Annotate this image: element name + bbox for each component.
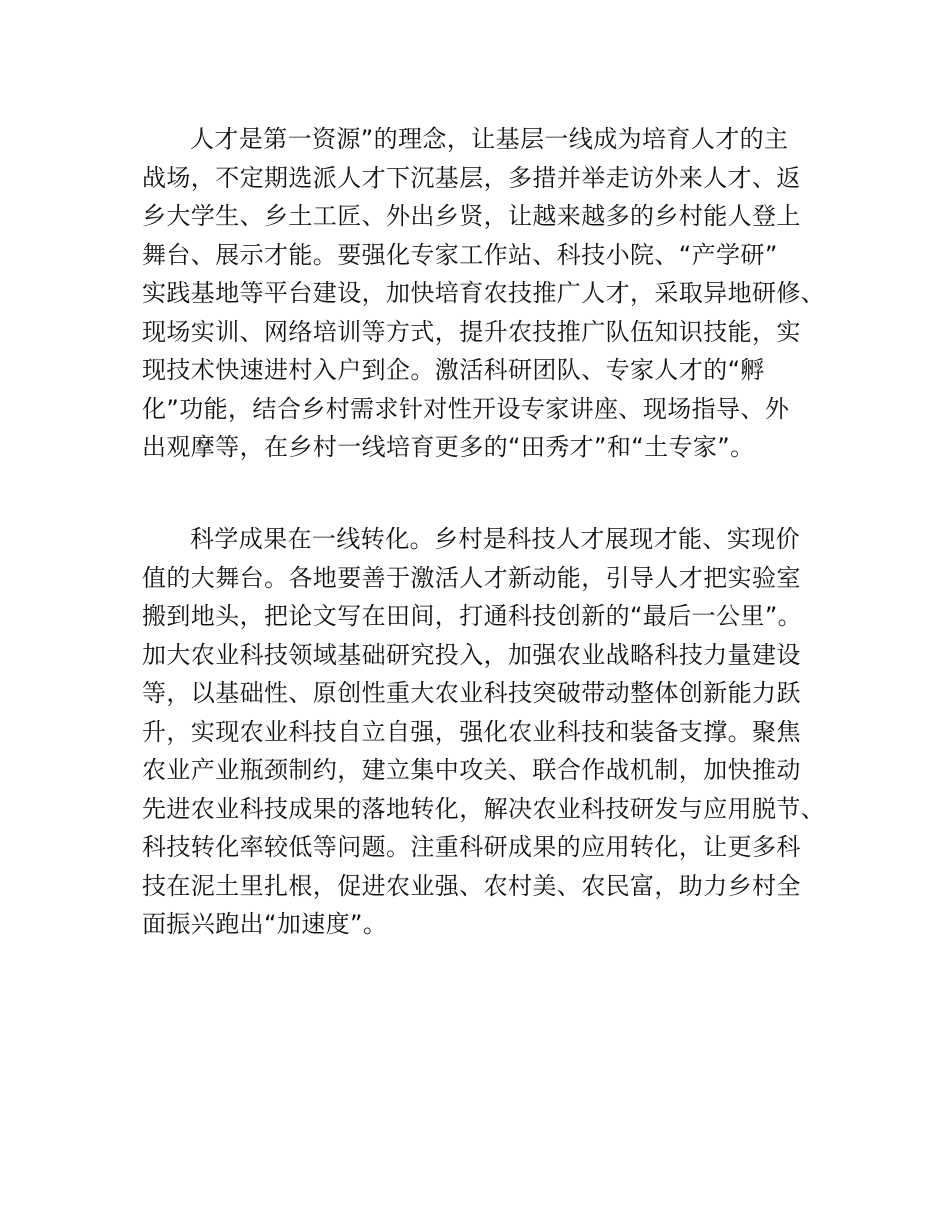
text-line: 乡大学生、乡土工匠、外出乡贤，让越来越多的乡村能人登上 <box>142 202 801 230</box>
text-line: 化”功能，结合乡村需求针对性开设专家讲座、现场指导、外 <box>142 394 790 423</box>
text-line: 实践基地等平台建设，加快培育农技推广人才，采取异地研修、 <box>142 279 826 307</box>
text-line: 战场，不定期选派人才下沉基层，多措并举走访外来人才、返 <box>142 163 801 192</box>
text-line: 值的大舞台。各地要善于激活人才新动能，引导人才把实验室 <box>142 563 801 592</box>
text-line: 出观摩等，在乡村一线培育更多的“田秀才”和“土专家”。 <box>142 433 755 461</box>
text-line: 升，实现农业科技自立自强，强化农业科技和装备支撑。聚焦 <box>142 717 801 746</box>
paragraph-tech-transformation <box>142 520 826 944</box>
text-line: 舞台、展示才能。要强化专家工作站、科技小院、“产学研” <box>142 240 778 269</box>
text-line: 加大农业科技领域基础研究投入，加强农业战略科技力量建设 <box>142 640 801 669</box>
text-line: 技在泥土里扎根，促进农业强、农村美、农民富，助力乡村全 <box>142 871 801 900</box>
text-line: 人才是第一资源”的理念，让基层一线成为培育人才的主 <box>190 125 789 153</box>
paragraph-talent-cultivation <box>142 120 826 467</box>
text-line: 农业产业瓶颈制约，建立集中攻关、联合作战机制，加快推动 <box>142 756 801 784</box>
text-line: 现技术快速进村入户到企。激活科研团队、专家人才的“孵 <box>142 356 765 384</box>
text-line: 先进农业科技成果的落地转化，解决农业科技研发与应用脱节、 <box>142 794 826 823</box>
text-line: 面振兴跑出“加速度”。 <box>142 910 388 938</box>
text-line: 现场实训、网络培训等方式，提升农技推广队伍知识技能，实 <box>142 317 801 346</box>
text-line: 等，以基础性、原创性重大农业科技突破带动整体创新能力跃 <box>142 679 801 707</box>
text-line: 搬到地头，把论文写在田间，打通科技创新的“最后一公里”。 <box>142 602 803 630</box>
text-line: 科技转化率较低等问题。注重科研成果的应用转化，让更多科 <box>142 833 801 861</box>
text-line: 科学成果在一线转化。乡村是科技人才展现才能、实现价 <box>190 525 800 553</box>
